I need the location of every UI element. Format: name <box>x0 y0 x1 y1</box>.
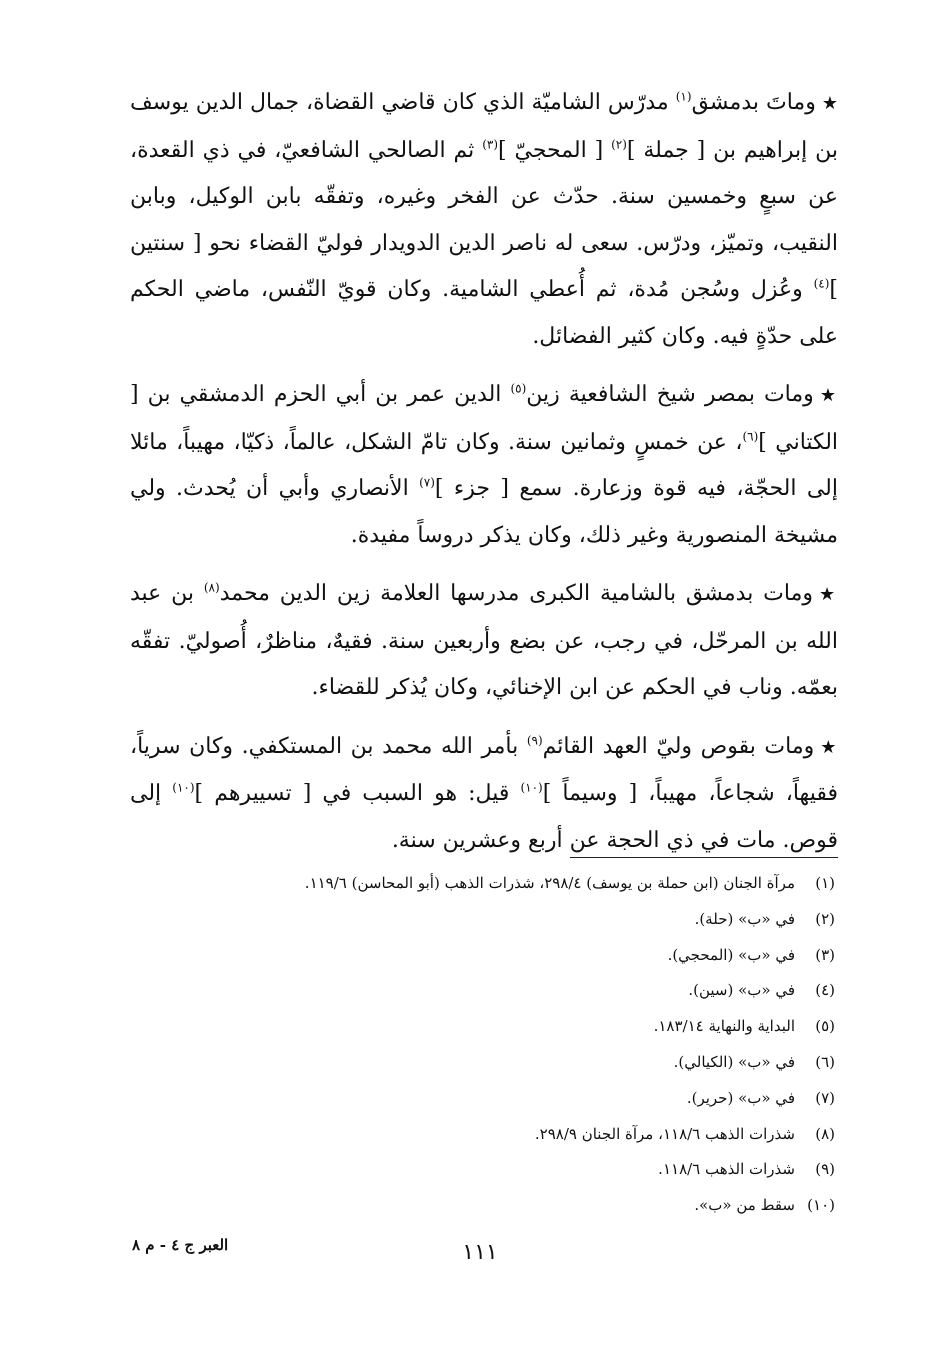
footnote-number: (٨) <box>815 1124 835 1143</box>
text-run: إلى قوص. مات في ذي الحجة عن أربع وعشرين سنة. <box>130 781 838 853</box>
footnote-ref: (٦) <box>742 429 759 444</box>
footnote-item <box>140 1188 835 1224</box>
paragraph <box>130 571 838 712</box>
text-run: وماتَ بدمشق <box>691 90 816 115</box>
star-icon: ★ <box>819 385 838 406</box>
footnote-ref: (٨) <box>203 580 220 595</box>
footnote-number: (٦) <box>815 1052 835 1071</box>
footnote-item <box>140 938 835 974</box>
footnote-number: (٩) <box>815 1160 835 1179</box>
text-run: ومات بدمشق بالشامية الكبرى مدرسها العلامة زين الدين محمد <box>219 581 814 606</box>
text-run: ، عن خمسٍ وثمانين سنة. وكان تامّ الشكل، عالماً، ذكيّا، مهيباً، مائلا إلى الحجّة، فيه قوة وزعارة. سمع [ جزء ] <box>130 429 838 501</box>
text-run: قيل: هو السبب في [ تسييرهم ] <box>194 781 521 806</box>
text-run: ثم الصالحي الشافعيّ، في ذي القعدة، عن سبعٍ وخمسين سنة. حدّث عن الفخر وغيره، وتفقّه بابن الوكيل، وبابن النقيب، وتميّز، ودرّس. سعى له ناصر الدين الدويدار فوليّ القضاء نحو [ سنتين ] <box>130 137 838 302</box>
footnote-ref: (١٠) <box>172 780 195 795</box>
footnote-number: (٣) <box>815 945 835 964</box>
footnote-ref: (١) <box>675 89 692 104</box>
footnote-ref: (٤) <box>813 276 830 291</box>
star-icon: ★ <box>819 584 838 605</box>
footnote-item <box>140 1117 835 1153</box>
text-run: ومات بقوص وليّ العهد القائم <box>542 733 815 759</box>
footnote-text: مرآة الجنان (ابن حملة بن يوسف) ٢٩٨/٤، شذرات الذهب (أبو المحاسن) ١١٩/٦. <box>304 874 795 892</box>
footnote-text: في «ب» (الكيالي). <box>673 1052 795 1071</box>
footnote-item <box>140 1081 835 1117</box>
footnote-number: (٧) <box>815 1088 835 1107</box>
paragraph <box>130 724 838 865</box>
main-text <box>130 80 838 876</box>
footnote-item <box>140 866 835 902</box>
footnote-text: في «ب» (حلة). <box>694 909 795 928</box>
text-run: وعُزل وسُجن مُدة، ثم أُعطي الشامية. وكان قويّ النّفس، ماضي الحكم على حدّةٍ فيه. وكان كثير الفضائل. <box>130 277 838 349</box>
footnote-ref: (٥) <box>510 381 527 396</box>
text-run: بن عبد الله بن المرحّل، في رجب، عن بضع وأربعين سنة. فقيهٌ، مناظرٌ، أُصوليّ. تفقّه بعمّه. وناب في الحكم عن ابن الإخنائي، وكان يُذكر للقضاء. <box>130 581 838 700</box>
footnote-text: في «ب» (حرير). <box>686 1088 795 1107</box>
footnote-number: (٢) <box>815 909 835 928</box>
paragraph <box>130 80 838 360</box>
printer-signature: العبر ج ٤ - م ٨ <box>132 1236 229 1254</box>
text-run: بأمر الله محمد بن المستكفي. وكان سرياً، فقيهاً، شجاعاً، مهيباً، [ وسيماً ] <box>130 733 838 806</box>
footnote-text: البداية والنهاية ١٨٣/١٤. <box>653 1017 795 1036</box>
footnote-text: شذرات الذهب ١١٨/٦. <box>658 1160 795 1179</box>
footnote-item <box>140 1045 835 1081</box>
footnote-item <box>140 902 835 938</box>
footnotes <box>140 866 835 1224</box>
footnote-number: (٥) <box>815 1017 835 1036</box>
footnote-text: في «ب» (المحجي). <box>667 945 795 964</box>
star-icon: ★ <box>821 93 838 114</box>
footnote-number: (٤) <box>815 981 835 1000</box>
footnote-ref: (١٠) <box>520 780 543 795</box>
footnote-ref: (٩) <box>526 733 543 748</box>
footnote-ref: (٢) <box>611 137 627 152</box>
text-run: الأنصاري وأبي أن يُحدث. ولي مشيخة المنصورية وغير ذلك، وكان يذكر دروساً مفيدة. <box>130 476 838 548</box>
page-number: ١١١ <box>462 1240 498 1265</box>
text-run: مدرّس الشاميّة الذي كان قاضي القضاة، جمال الدين يوسف بن إبراهيم بن [ جملة ] <box>130 90 838 163</box>
footnote-number: (١٠) <box>807 1196 835 1215</box>
footnote-text: شذرات الذهب ١١٨/٦، مرآة الجنان ٢٩٨/٩. <box>534 1124 795 1143</box>
star-icon: ★ <box>820 736 839 758</box>
footnote-text: سقط من «ب». <box>694 1196 795 1215</box>
footnote-divider <box>570 857 838 858</box>
footnote-number: (١) <box>815 874 835 892</box>
footnote-ref: (٧) <box>419 475 435 490</box>
paragraph <box>130 372 838 559</box>
text-run: [ المحجيّ ] <box>498 137 612 163</box>
footnote-item <box>140 1009 835 1045</box>
text-run: الدين عمر بن أبي الحزم الدمشقي بن [ الكتاني ] <box>130 382 839 455</box>
footnote-ref: (٣) <box>482 137 499 152</box>
text-run: ومات بمصر شيخ الشافعية زين <box>526 382 814 407</box>
footnote-item <box>140 973 835 1009</box>
footnote-item <box>140 1152 835 1188</box>
footnote-text: في «ب» (سين). <box>688 981 795 1000</box>
